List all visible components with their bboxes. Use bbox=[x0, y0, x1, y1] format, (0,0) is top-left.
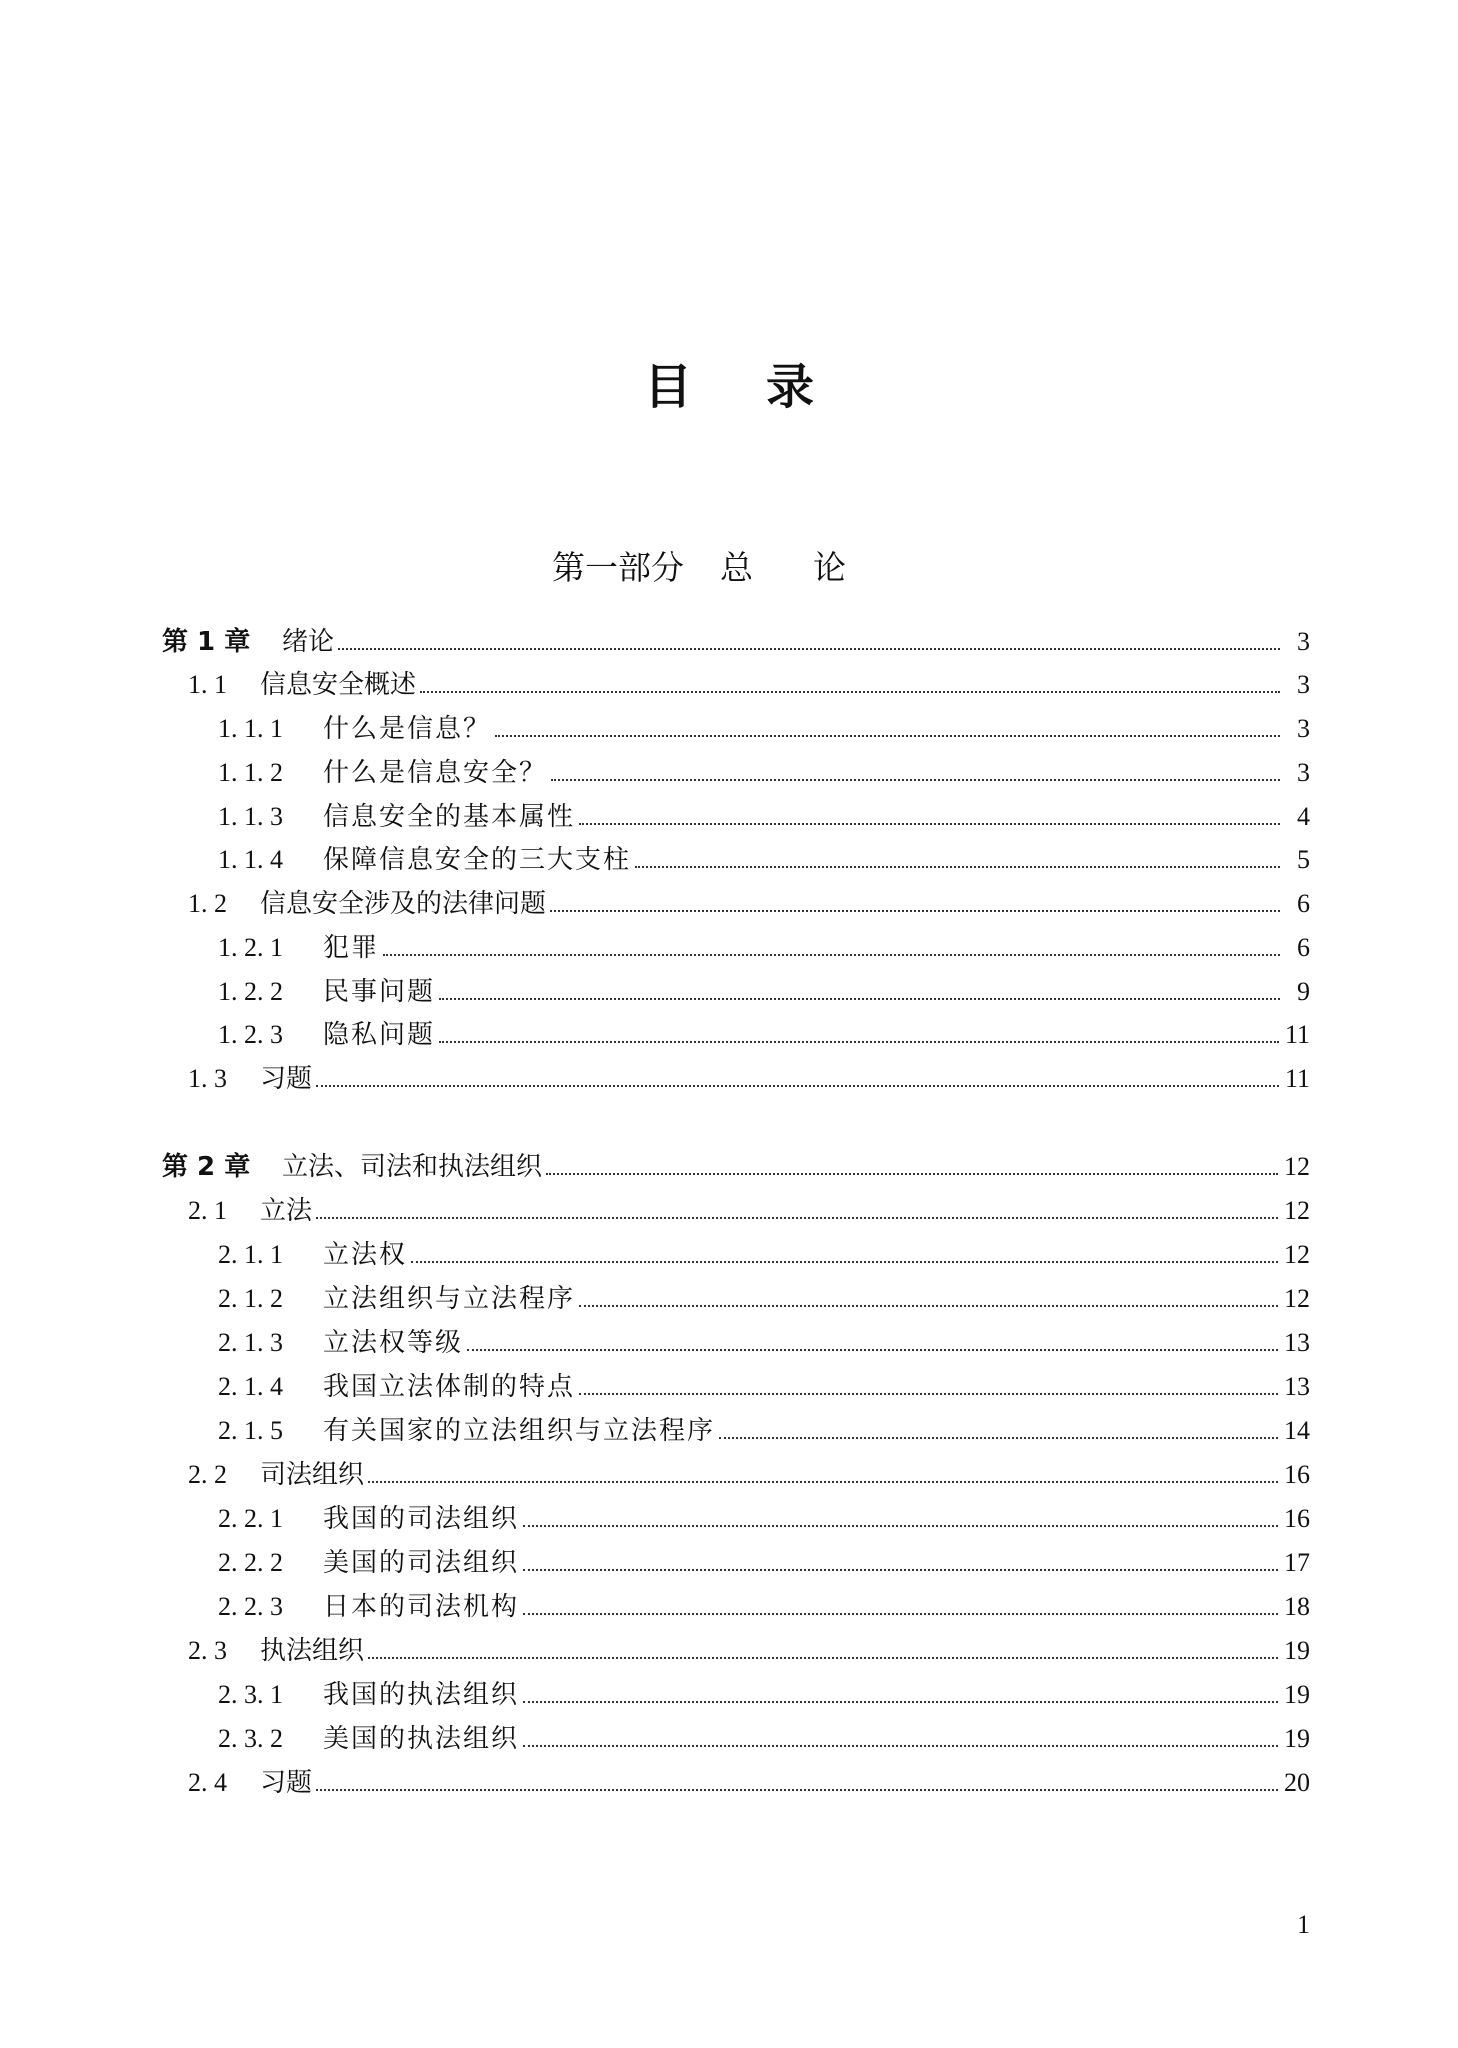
toc-entry bbox=[162, 749, 1310, 789]
toc-entry-number: 1. 2. 3 bbox=[218, 1020, 283, 1049]
toc-entry-number: 2. 3. 1 bbox=[218, 1680, 283, 1709]
toc-entry-number: 1. 1. 4 bbox=[218, 845, 283, 874]
dot-leader bbox=[719, 1437, 1278, 1439]
toc-entry-number: 1. 2. 1 bbox=[218, 933, 283, 962]
toc-entry-page: 3 bbox=[1297, 670, 1310, 699]
toc-entry-title: 日本的司法机构 bbox=[323, 1592, 520, 1622]
toc-entry-title: 信息安全的基本属性 bbox=[323, 802, 576, 832]
toc-entry-page: 3 bbox=[1297, 758, 1310, 787]
toc-entry bbox=[162, 1495, 1310, 1535]
toc-entry-number: 2. 1 bbox=[188, 1196, 227, 1225]
toc-entry-title: 立法 bbox=[260, 1196, 313, 1226]
toc-entry bbox=[162, 924, 1310, 964]
toc-entry-page: 18 bbox=[1284, 1592, 1310, 1621]
toc-entry bbox=[162, 1231, 1310, 1271]
toc-entry-page: 19 bbox=[1284, 1724, 1310, 1753]
dot-leader bbox=[523, 1525, 1278, 1527]
toc-entry-title: 民事问题 bbox=[323, 977, 436, 1007]
dot-leader bbox=[420, 691, 1280, 693]
toc-entry-title: 美国的执法组织 bbox=[323, 1724, 520, 1754]
toc-entry-number: 1. 1 bbox=[188, 670, 227, 699]
toc-entry-title: 习题 bbox=[260, 1064, 313, 1094]
toc-entry bbox=[162, 1275, 1310, 1315]
dot-leader bbox=[316, 1085, 1279, 1087]
toc-entry-title: 保障信息安全的三大支柱 bbox=[323, 845, 632, 875]
toc-entry-number: 2. 1. 5 bbox=[218, 1416, 283, 1445]
toc-entry bbox=[162, 1671, 1310, 1711]
toc-entry bbox=[162, 661, 1310, 701]
toc-entry-number: 1. 1. 1 bbox=[218, 714, 283, 743]
dot-leader bbox=[579, 1393, 1278, 1395]
toc-entry-page: 20 bbox=[1284, 1768, 1310, 1797]
dot-leader bbox=[467, 1349, 1278, 1351]
toc-entry-title: 信息安全概述 bbox=[260, 670, 417, 700]
toc-entry-title: 有关国家的立法组织与立法程序 bbox=[323, 1416, 716, 1446]
toc-entry-title: 立法权等级 bbox=[323, 1328, 464, 1358]
toc-entry-page: 13 bbox=[1284, 1328, 1310, 1357]
toc-entry bbox=[162, 836, 1310, 876]
toc-entry-title: 习题 bbox=[260, 1768, 313, 1798]
toc-entry-page: 11 bbox=[1284, 1020, 1310, 1049]
toc-entry bbox=[162, 1143, 1310, 1183]
toc-entry-page: 6 bbox=[1297, 933, 1310, 962]
toc-entry-title: 绪论 bbox=[282, 627, 335, 657]
toc-entry-page: 9 bbox=[1297, 977, 1310, 1006]
toc-entry-number: 2. 1. 1 bbox=[218, 1240, 283, 1269]
toc-entry-page: 5 bbox=[1297, 845, 1310, 874]
dot-leader bbox=[411, 1261, 1278, 1263]
toc-entry bbox=[162, 1187, 1310, 1227]
toc-entry-page: 12 bbox=[1284, 1240, 1310, 1269]
part-heading bbox=[0, 543, 1458, 593]
toc-entry-number: 2. 1. 2 bbox=[218, 1284, 283, 1313]
toc-entry-number: 2. 2 bbox=[188, 1460, 227, 1489]
toc-entry bbox=[162, 1759, 1310, 1799]
dot-leader bbox=[546, 1173, 1278, 1175]
toc-entry-title: 立法权 bbox=[323, 1240, 408, 1270]
dot-leader bbox=[550, 910, 1280, 912]
toc-entry-title: 我国立法体制的特点 bbox=[323, 1372, 576, 1402]
dot-leader bbox=[439, 998, 1280, 1000]
toc-entry-title: 什么是信息？ bbox=[323, 714, 492, 744]
part-label: 第一部分 bbox=[552, 548, 684, 587]
toc-entry bbox=[162, 1583, 1310, 1623]
dot-leader bbox=[383, 954, 1280, 956]
dot-leader bbox=[635, 866, 1280, 868]
toc-entry-page: 19 bbox=[1284, 1680, 1310, 1709]
toc-entry-number: 2. 3. 2 bbox=[218, 1724, 283, 1753]
toc-entry-title: 信息安全涉及的法律问题 bbox=[260, 889, 547, 919]
toc-entry-title: 执法组织 bbox=[260, 1636, 365, 1666]
toc-entry-title: 我国的执法组织 bbox=[323, 1680, 520, 1710]
dot-leader bbox=[523, 1701, 1278, 1703]
dot-leader bbox=[368, 1657, 1278, 1659]
dot-leader bbox=[551, 779, 1280, 781]
toc-entry-number: 2. 2. 3 bbox=[218, 1592, 283, 1621]
toc-entry-number: 第 1 章 bbox=[162, 627, 251, 657]
toc-entry bbox=[162, 793, 1310, 833]
dot-leader bbox=[523, 1613, 1278, 1615]
dot-leader bbox=[439, 1041, 1279, 1043]
toc-entry-number: 2. 4 bbox=[188, 1768, 227, 1797]
toc-entry-title: 我国的司法组织 bbox=[323, 1504, 520, 1534]
toc-entry-page: 3 bbox=[1297, 627, 1310, 656]
page-number: 1 bbox=[1297, 1910, 1310, 1939]
toc-entry-page: 12 bbox=[1284, 1284, 1310, 1313]
toc-entry-title: 立法、司法和执法组织 bbox=[282, 1152, 543, 1182]
toc-entry-number: 1. 3 bbox=[188, 1064, 227, 1093]
toc-entry-number: 1. 2. 2 bbox=[218, 977, 283, 1006]
toc-entry-page: 11 bbox=[1284, 1064, 1310, 1093]
toc-entry-page: 14 bbox=[1284, 1416, 1310, 1445]
toc-entry bbox=[162, 1407, 1310, 1447]
dot-leader bbox=[579, 1305, 1278, 1307]
toc-entry-number: 1. 1. 2 bbox=[218, 758, 283, 787]
toc-entry-page: 17 bbox=[1284, 1548, 1310, 1577]
toc-entry-page: 16 bbox=[1284, 1504, 1310, 1533]
toc-entry-title: 犯罪 bbox=[323, 933, 380, 963]
toc-entry bbox=[162, 1451, 1310, 1491]
toc-entry-page: 16 bbox=[1284, 1460, 1310, 1489]
toc-entry-number: 第 2 章 bbox=[162, 1152, 251, 1182]
toc-entry-number: 2. 2. 1 bbox=[218, 1504, 283, 1533]
toc-entry-title: 隐私问题 bbox=[323, 1020, 436, 1050]
toc-entry bbox=[162, 1627, 1310, 1667]
dot-leader bbox=[523, 1569, 1278, 1571]
toc-entry-title: 立法组织与立法程序 bbox=[323, 1284, 576, 1314]
toc-entry-page: 13 bbox=[1284, 1372, 1310, 1401]
toc-entry-number: 1. 2 bbox=[188, 889, 227, 918]
dot-leader bbox=[579, 823, 1280, 825]
toc-entry-number: 1. 1. 3 bbox=[218, 802, 283, 831]
toc-entry-number: 2. 1. 3 bbox=[218, 1328, 283, 1357]
toc-entry-number: 2. 3 bbox=[188, 1636, 227, 1665]
toc-entry bbox=[162, 1319, 1310, 1359]
toc-entry bbox=[162, 1539, 1310, 1579]
page-title: 目录 bbox=[643, 359, 888, 415]
toc-entry-number: 2. 2. 2 bbox=[218, 1548, 283, 1577]
toc-entry bbox=[162, 1715, 1310, 1755]
toc-entry-page: 3 bbox=[1297, 714, 1310, 743]
dot-leader bbox=[523, 1745, 1278, 1747]
toc-entry-page: 4 bbox=[1297, 802, 1310, 831]
toc-entry-title: 司法组织 bbox=[260, 1460, 365, 1490]
dot-leader bbox=[495, 735, 1280, 737]
dot-leader bbox=[316, 1217, 1278, 1219]
toc-entry-title: 什么是信息安全？ bbox=[323, 758, 548, 788]
dot-leader bbox=[316, 1789, 1278, 1791]
dot-leader bbox=[338, 648, 1280, 650]
toc-entry bbox=[162, 705, 1310, 745]
toc-entry-page: 12 bbox=[1284, 1152, 1310, 1181]
toc-entry-title: 美国的司法组织 bbox=[323, 1548, 520, 1578]
toc-entry-page: 12 bbox=[1284, 1196, 1310, 1225]
toc-entry bbox=[162, 618, 1310, 658]
dot-leader bbox=[368, 1481, 1278, 1483]
toc-entry-number: 2. 1. 4 bbox=[218, 1372, 283, 1401]
toc-entry bbox=[162, 968, 1310, 1008]
toc-entry bbox=[162, 880, 1310, 920]
toc-entry bbox=[162, 1363, 1310, 1403]
part-title: 总论 bbox=[720, 548, 906, 587]
toc-entry bbox=[162, 1055, 1310, 1095]
toc-entry bbox=[162, 1011, 1310, 1051]
toc-entry-page: 6 bbox=[1297, 889, 1310, 918]
toc-entry-page: 19 bbox=[1284, 1636, 1310, 1665]
